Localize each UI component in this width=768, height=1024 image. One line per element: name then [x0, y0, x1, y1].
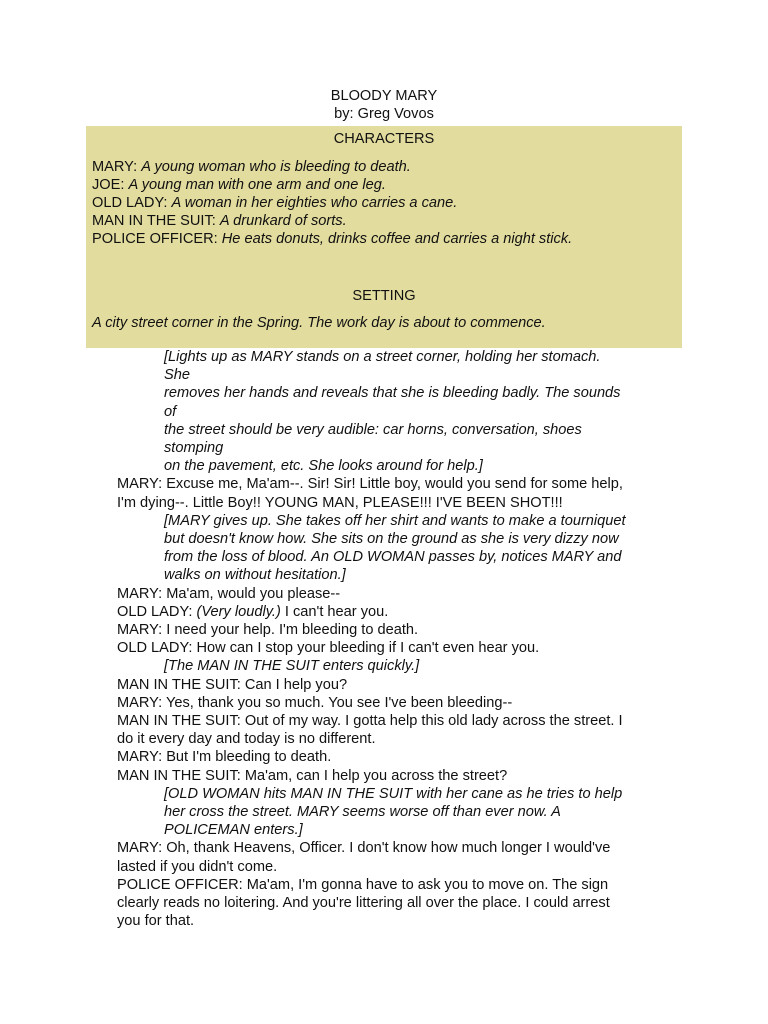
stage-line: [Lights up as MARY stands on a street corner, holding her stomach.	[164, 349, 601, 365]
stage-line: walks on without hesitation.]	[164, 567, 346, 584]
dialogue-text: clearly reads no loitering. And you're littering all over the place. I could arrest	[117, 895, 610, 912]
character-name: MAN IN THE SUIT:	[92, 213, 220, 229]
character-entry	[92, 212, 678, 230]
character-entry	[92, 194, 678, 212]
dialogue-line: MAN IN THE SUIT: Can I help you?	[117, 676, 348, 693]
stage-direction	[117, 657, 662, 675]
dialogue-line: MARY: But I'm bleeding to death.	[117, 749, 332, 766]
character-name: OLD LADY:	[92, 195, 172, 211]
stage-direction	[117, 512, 662, 585]
dialogue-text: you for that.	[117, 913, 195, 930]
character-name: JOE:	[92, 177, 129, 193]
dialogue-line	[117, 603, 662, 621]
stage-line: [MARY gives up. She takes off her shirt and wants to make a tourniquet	[164, 512, 626, 529]
character-description: A woman in her eighties who carries a cane.	[171, 195, 458, 211]
stage-line: POLICEMAN enters.]	[164, 822, 303, 839]
dialogue-line: MAN IN THE SUIT: Ma'am, can I help you across the street?	[117, 767, 508, 784]
stage-line: the street should be very audible: car horns, conversation, shoes	[164, 421, 582, 438]
speaker-name: OLD LADY:	[117, 603, 197, 620]
script-body	[117, 348, 662, 931]
dialogue-line	[117, 876, 662, 931]
dialogue-text: I'm dying--. Little Boy!! YOUNG MAN, PLEASE!!! I'VE BEEN SHOT!!!	[117, 494, 563, 511]
stage-line: of	[164, 403, 177, 420]
dialogue-line	[117, 712, 662, 748]
character-entry	[92, 158, 678, 176]
stage-direction	[117, 785, 662, 840]
character-description: A young man with one arm and one leg.	[128, 177, 386, 193]
character-description: He eats donuts, drinks coffee and carries a night stick.	[221, 231, 573, 247]
stage-line: from the loss of blood. An OLD WOMAN passes by, notices MARY and	[164, 549, 622, 566]
stage-line: She	[164, 367, 190, 384]
character-list	[92, 158, 678, 248]
stage-line: [The MAN IN THE SUIT enters quickly.]	[164, 658, 420, 675]
dialogue-line: MARY: I need your help. I'm bleeding to death.	[117, 622, 419, 639]
dialogue-text: MARY: Oh, thank Heavens, Officer. I don't know how much longer I would've	[117, 840, 611, 857]
stage-direction	[117, 348, 662, 475]
setting-text: A city street corner in the Spring. The work day is about to commence.	[92, 315, 546, 331]
dialogue-text: MAN IN THE SUIT: Out of my way. I gotta help this old lady across the street. I	[117, 713, 623, 730]
character-entry	[92, 176, 678, 194]
characters-heading: CHARACTERS	[333, 131, 435, 147]
stage-line: but doesn't know how. She sits on the ground as she is very dizzy now	[164, 531, 619, 548]
dialogue-line: OLD LADY: How can I stop your bleeding if I can't even hear you.	[117, 640, 540, 657]
play-title: BLOODY MARY	[330, 88, 438, 104]
dialogue-line: MARY: Yes, thank you so much. You see I've been bleeding--	[117, 694, 513, 711]
dialogue-text: POLICE OFFICER: Ma'am, I'm gonna have to ask you to move on. The sign	[117, 876, 609, 893]
dialogue-text: lasted if you didn't come.	[117, 858, 278, 875]
setting-heading: SETTING	[352, 288, 416, 304]
parenthetical: (Very loudly.)	[196, 603, 281, 620]
dialogue-line	[117, 839, 662, 875]
stage-line: on the pavement, etc. She looks around for help.]	[164, 458, 483, 475]
stage-line: her cross the street. MARY seems worse off than ever now. A	[164, 804, 561, 821]
character-entry	[92, 230, 678, 248]
dialogue-text: MARY: Excuse me, Ma'am--. Sir! Sir! Little boy, would you send for some help,	[117, 476, 623, 493]
dialogue-text: I can't hear you.	[280, 603, 389, 620]
dialogue-line	[117, 475, 662, 511]
play-author: by: Greg Vovos	[334, 106, 434, 122]
stage-line: removes her hands and reveals that she is bleeding badly. The sounds	[164, 385, 621, 402]
characters-setting-box	[86, 126, 682, 348]
character-name: MARY:	[92, 159, 142, 175]
dialogue-line: MARY: Ma'am, would you please--	[117, 585, 341, 602]
character-name: POLICE OFFICER:	[92, 231, 222, 247]
stage-line: stomping	[164, 440, 224, 457]
dialogue-text: do it every day and today is no different.	[117, 731, 376, 748]
character-description: A drunkard of sorts.	[219, 213, 347, 229]
character-description: A young woman who is bleeding to death.	[141, 159, 411, 175]
stage-line: [OLD WOMAN hits MAN IN THE SUIT with her cane as he tries to help	[164, 785, 623, 802]
